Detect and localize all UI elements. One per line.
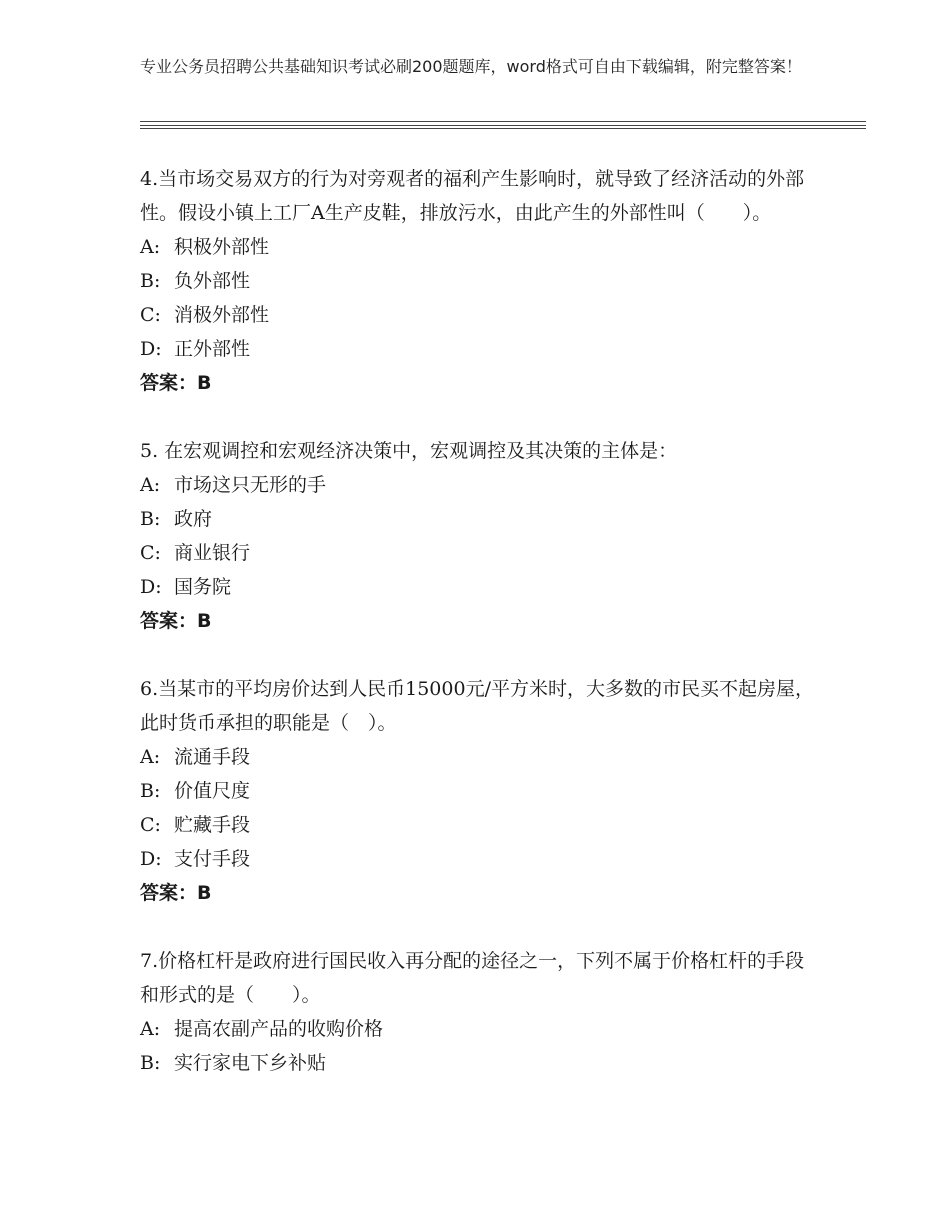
- option-a: [140, 1012, 820, 1046]
- question-list: [140, 162, 820, 1080]
- header-rule-top: [140, 121, 866, 122]
- option-text: 价值尺度: [174, 780, 251, 802]
- question-spacer: [140, 910, 820, 944]
- option-text: 政府: [174, 508, 213, 530]
- question-spacer: [140, 638, 820, 672]
- question-spacer: [140, 400, 820, 434]
- option-text: 商业银行: [174, 542, 251, 564]
- question-5: [140, 434, 820, 638]
- option-letter: A:: [140, 1018, 161, 1040]
- option-letter: B:: [140, 780, 161, 802]
- option-text: 市场这只无形的手: [174, 474, 327, 496]
- option-letter: B:: [140, 508, 161, 530]
- option-letter: D:: [140, 576, 162, 598]
- option-d: [140, 332, 820, 366]
- option-b: [140, 264, 820, 298]
- option-d: [140, 842, 820, 876]
- option-letter: C:: [140, 814, 161, 836]
- option-a: [140, 740, 820, 774]
- option-letter: B:: [140, 1052, 161, 1074]
- question-stem: 4.当市场交易双方的行为对旁观者的福利产生影响时，就导致了经济活动的外部性。假设小镇上工厂A生产皮鞋，排放污水，由此产生的外部性叫（ ）。: [140, 168, 805, 224]
- option-letter: A:: [140, 746, 161, 768]
- option-text: 支付手段: [174, 848, 251, 870]
- question-7: [140, 944, 820, 1080]
- answer-line: 答案：B: [140, 882, 212, 904]
- option-text: 积极外部性: [174, 236, 270, 258]
- option-b: [140, 1046, 820, 1080]
- question-6: [140, 672, 820, 910]
- header-rule-bottom: [140, 128, 866, 129]
- option-letter: B:: [140, 270, 161, 292]
- option-letter: C:: [140, 542, 161, 564]
- option-letter: A:: [140, 474, 161, 496]
- option-a: [140, 468, 820, 502]
- header-rule-middle: [140, 125, 866, 126]
- answer-line: 答案：B: [140, 372, 212, 394]
- option-text: 贮藏手段: [174, 814, 251, 836]
- question-stem: 7.价格杠杆是政府进行国民收入再分配的途径之一，下列不属于价格杠杆的手段和形式的是（ ）。: [140, 950, 805, 1006]
- option-letter: A:: [140, 236, 161, 258]
- option-text: 实行家电下乡补贴: [174, 1052, 327, 1074]
- question-stem: 5. 在宏观调控和宏观经济决策中，宏观调控及其决策的主体是：: [140, 440, 678, 462]
- document-header: 专业公务员招聘公共基础知识考试必刷200题题库，word格式可自由下载编辑，附完整答案！: [140, 57, 802, 76]
- option-a: [140, 230, 820, 264]
- option-text: 流通手段: [174, 746, 251, 768]
- option-text: 提高农副产品的收购价格: [174, 1018, 384, 1040]
- option-text: 消极外部性: [174, 304, 270, 326]
- option-c: [140, 808, 820, 842]
- option-letter: D:: [140, 338, 162, 360]
- option-text: 负外部性: [174, 270, 251, 292]
- option-c: [140, 298, 820, 332]
- option-letter: D:: [140, 848, 162, 870]
- option-text: 正外部性: [174, 338, 251, 360]
- option-text: 国务院: [174, 576, 232, 598]
- option-letter: C:: [140, 304, 161, 326]
- option-b: [140, 502, 820, 536]
- option-d: [140, 570, 820, 604]
- question-stem: 6.当某市的平均房价达到人民币15000元/平方米时，大多数的市民买不起房屋，此时货币承担的职能是（ ）。: [140, 678, 814, 734]
- answer-line: 答案：B: [140, 610, 212, 632]
- option-b: [140, 774, 820, 808]
- question-4: [140, 162, 820, 400]
- option-c: [140, 536, 820, 570]
